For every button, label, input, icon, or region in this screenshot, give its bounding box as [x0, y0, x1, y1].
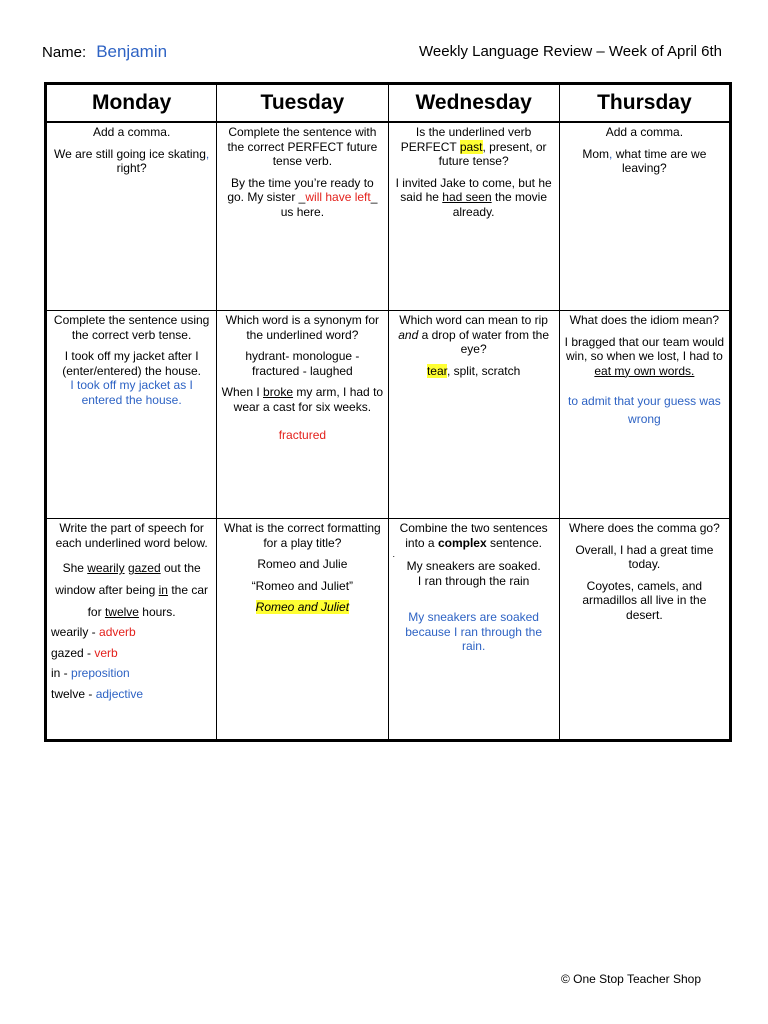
question-prompt: What is the correct formatting for a play title?: [224, 521, 381, 550]
option-1: Romeo and Julie: [257, 557, 348, 571]
student-name: Benjamin: [96, 42, 168, 61]
cell-tuesday-q1: [217, 122, 388, 311]
cell-monday-q3: [46, 519, 217, 741]
underlined-word: broke: [263, 385, 294, 399]
question-prompt: Add a comma.: [92, 125, 171, 139]
answer-text: will have left: [305, 190, 371, 204]
cell-thursday-q3: [559, 519, 730, 741]
underlined-verb: had seen: [442, 190, 492, 204]
day-header-row: [46, 84, 731, 123]
answer-text: My sneakers are soaked because I ran through the rain.: [405, 610, 542, 653]
answer-text: to admit that your guess was wrong: [568, 394, 721, 426]
cell-monday-q1: [46, 122, 217, 311]
sentence-1: My sneakers are soaked.: [406, 559, 541, 573]
question-sentence: When I broke my arm, I had to wear a cast for six weeks.: [221, 385, 384, 414]
question-prompt: Complete the sentence using the correct verb tense.: [53, 313, 210, 342]
question-sentence: She wearily gazed out the window after being in the car for twelve hours.: [55, 561, 209, 619]
day-header-monday: Monday: [46, 84, 217, 123]
question-sentence: Mom, what time are we leaving?: [582, 146, 707, 175]
cell-tuesday-q2: [217, 311, 388, 519]
cell-thursday-q2: [559, 311, 730, 519]
answer-choices: tear, split, scratch: [426, 363, 521, 378]
weekly-review-table: [44, 82, 732, 742]
cell-monday-q2: [46, 311, 217, 519]
question-sentence: We are still going ice skating, right?: [54, 146, 210, 175]
question-prompt: Combine the two sentences into a complex sentence.: [399, 521, 548, 550]
underlined-idiom: eat my own words.: [594, 363, 695, 378]
answer-choices: hydrant- monologue - fractured - laughed: [245, 349, 360, 378]
question-prompt: Add a comma.: [605, 125, 684, 139]
day-header-tuesday: Tuesday: [217, 84, 388, 123]
answer-line: twelve - adjective: [51, 686, 144, 701]
sentence-2: Coyotes, camels, and armadillos all live in the desert.: [582, 578, 707, 622]
answer-comma: ,: [205, 146, 210, 161]
question-row-3: [46, 519, 731, 741]
question-prompt: Where does the comma go?: [569, 521, 720, 535]
answer-line: wearily - adverb: [51, 625, 136, 639]
option-2: “Romeo and Juliet”: [251, 578, 354, 593]
question-prompt: What does the idiom mean?: [569, 313, 720, 327]
answer-text: I took off my jacket as I entered the house.: [70, 378, 193, 407]
answer-line: gazed - verb: [51, 645, 118, 660]
copyright-footer: © One Stop Teacher Shop: [560, 972, 701, 986]
name-label: Name:: [42, 44, 87, 61]
cell-tuesday-q3: [217, 519, 388, 741]
answer-text: fractured: [278, 428, 327, 442]
question-prompt: Is the underlined verb PERFECT past, present, or future tense?: [400, 125, 547, 168]
question-sentence: By the time you’re ready to go. My sister _will have left_ us here.: [227, 175, 378, 219]
highlighted-answer: tear: [426, 363, 447, 378]
stray-mark: .: [392, 549, 396, 559]
name-field: [42, 42, 167, 62]
question-prompt: Write the part of speech for each underlined word below.: [55, 521, 208, 550]
question-sentence: I invited Jake to come, but he said he had seen the movie already.: [395, 175, 552, 219]
question-sentence: I took off my jacket after I (enter/entered) the house.: [62, 349, 201, 378]
cell-wednesday-q1: [388, 122, 559, 311]
sentence-2: I ran through the rain: [417, 573, 530, 588]
sentence-1: Overall, I had a great time today.: [575, 542, 714, 571]
cell-thursday-q1: [559, 122, 730, 311]
day-header-thursday: Thursday: [559, 84, 730, 123]
answer-text: Romeo and Juliet: [255, 600, 350, 614]
highlighted-answer: past: [459, 139, 483, 154]
cell-wednesday-q2: [388, 311, 559, 519]
question-prompt: Which word is a synonym for the underlined word?: [225, 313, 380, 342]
answer-comma: ,: [609, 146, 613, 161]
question-row-2: [46, 311, 731, 519]
question-prompt: Which word can mean to rip and a drop of water from the eye?: [398, 313, 549, 356]
worksheet-title: Weekly Language Review – Week of April 6th: [419, 43, 722, 60]
cell-wednesday-q3: [388, 519, 559, 741]
question-sentence: I bragged that our team would win, so when we lost, I had to eat my own words.: [564, 334, 725, 378]
answer-line: in - preposition: [51, 666, 130, 680]
question-prompt: Complete the sentence with the correct PERFECT future tense verb.: [227, 125, 378, 168]
day-header-wednesday: Wednesday: [388, 84, 559, 123]
question-row-1: [46, 122, 731, 311]
